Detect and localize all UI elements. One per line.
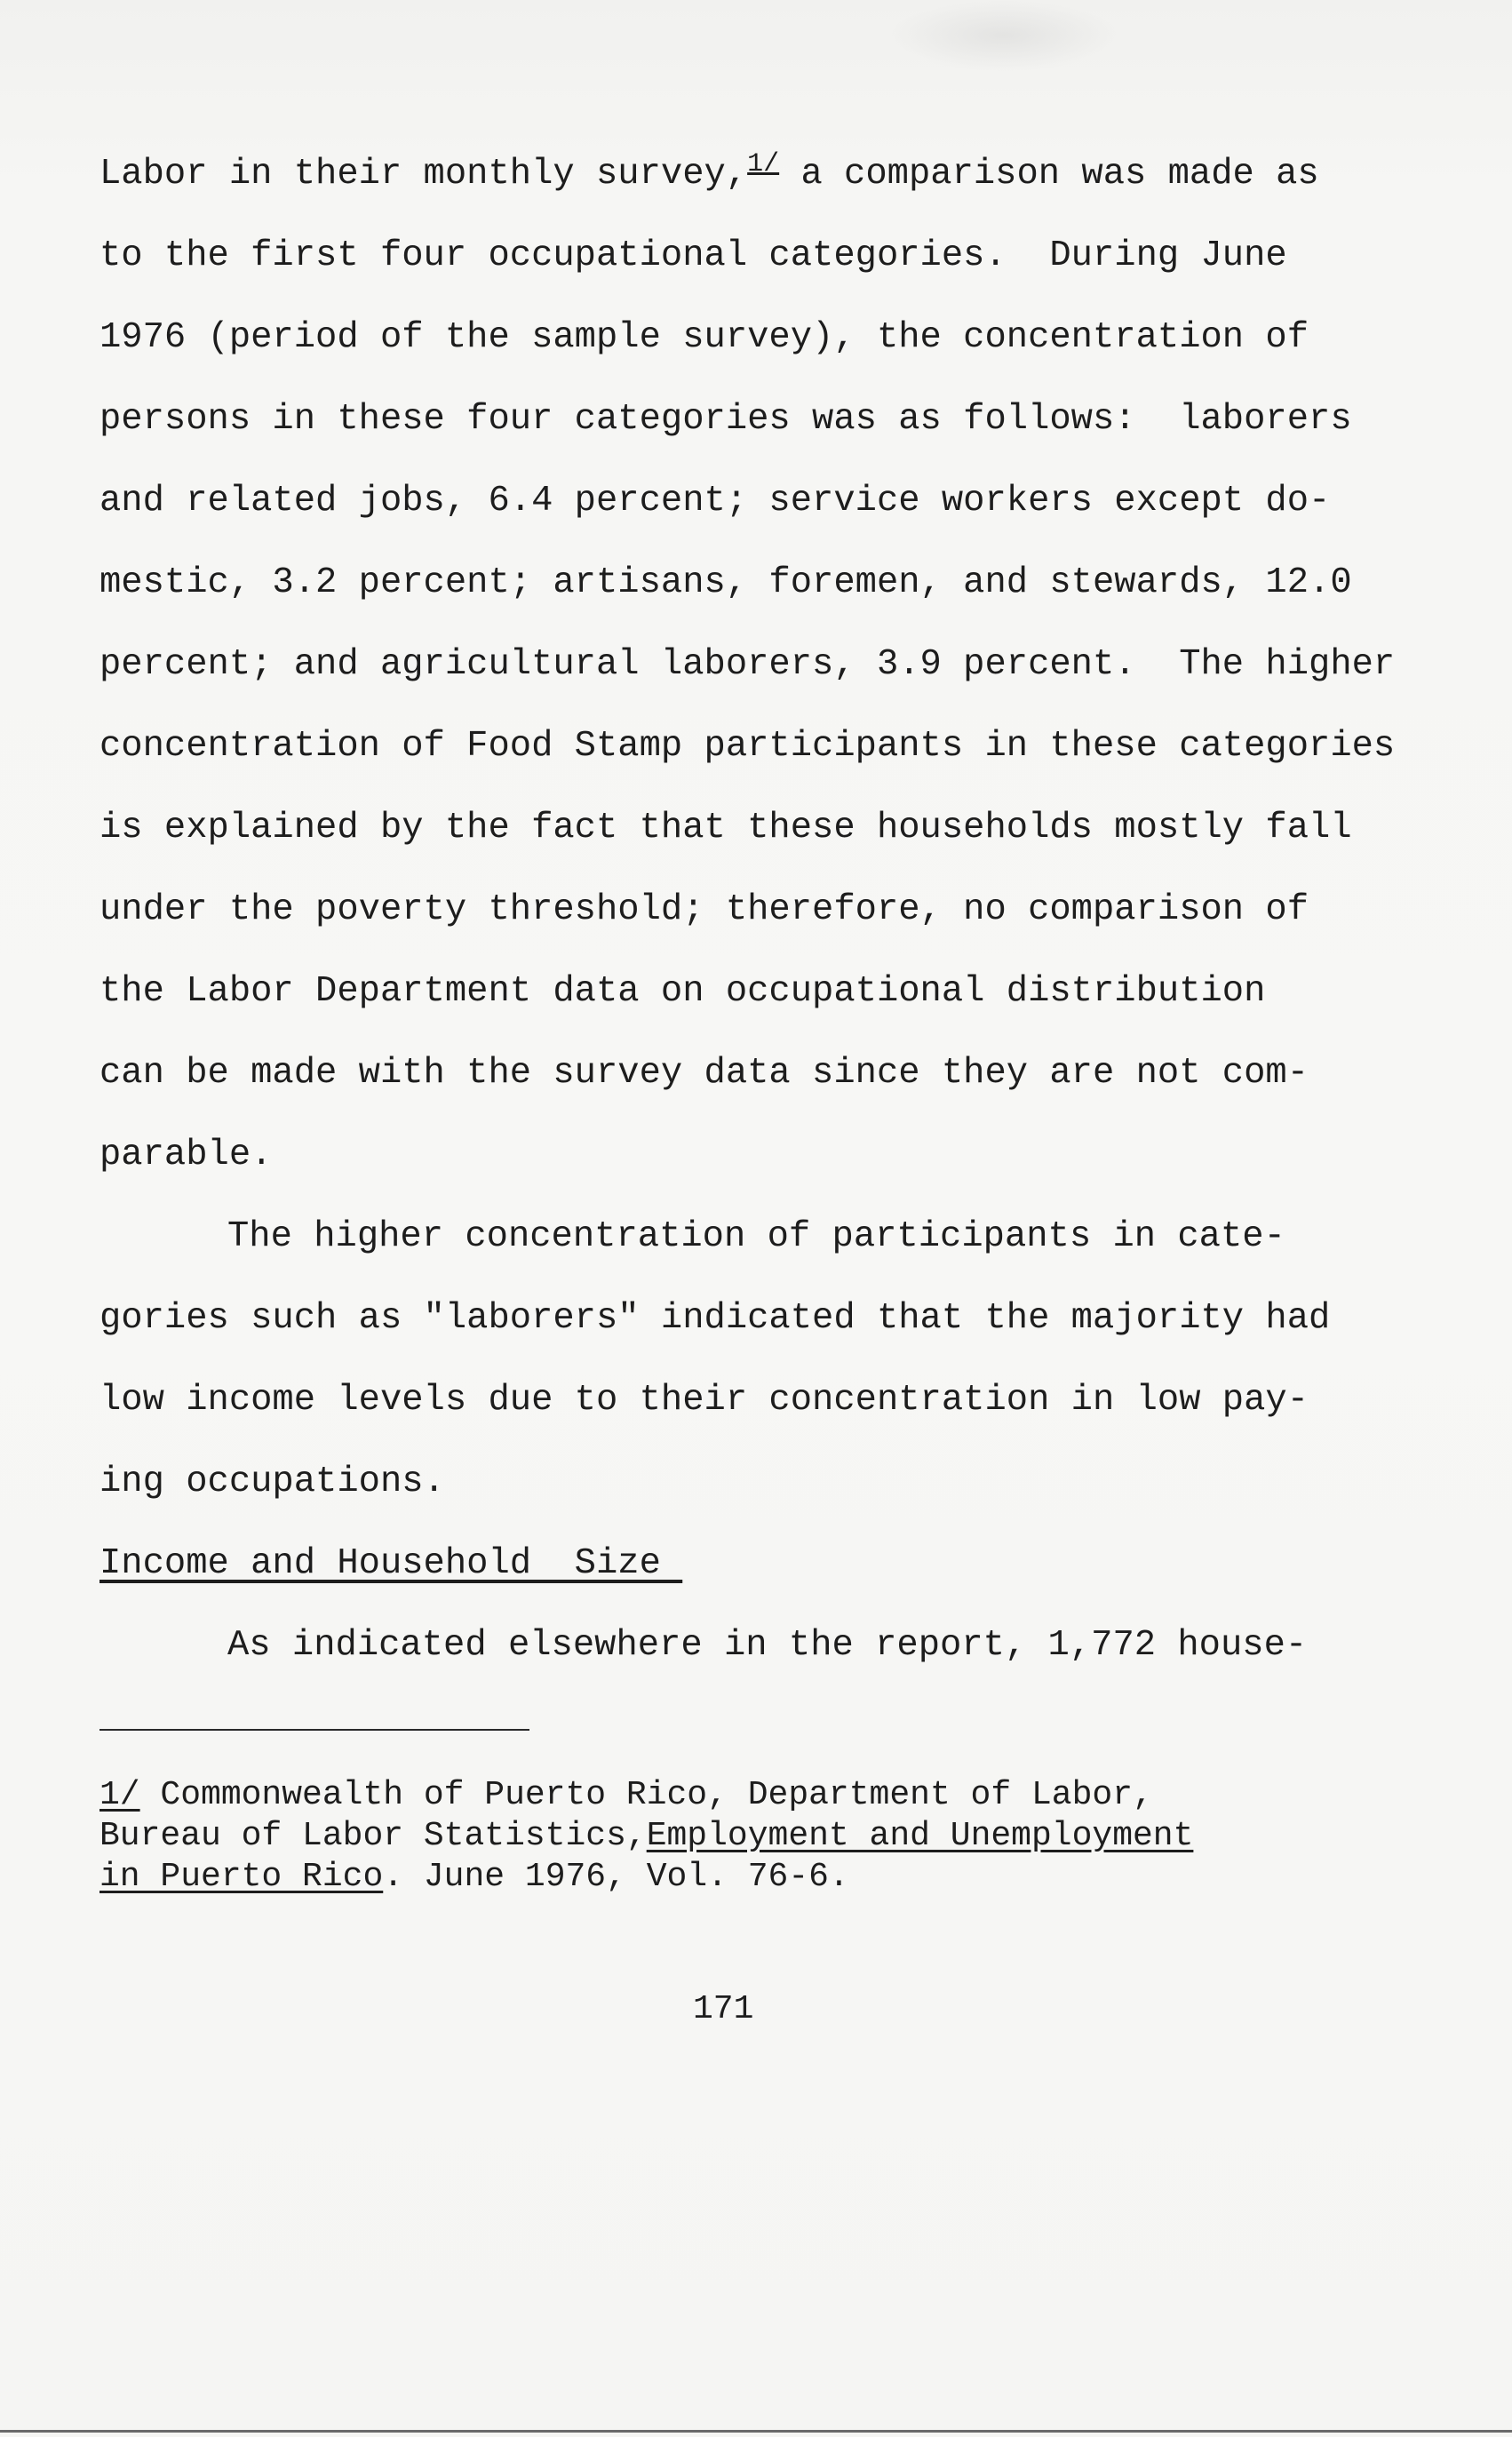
body-line: and related jobs, 6.4 percent; service workers except do- [99,481,1331,522]
footnote-line: Bureau of Labor Statistics,Employment and Unemployment [99,1817,1194,1855]
body-line: gories such as "laborers" indicated that the majority had [99,1298,1331,1339]
body-line: 1976 (period of the sample survey), the concentration of [99,317,1309,358]
body-line: to the first four occupational categories. During June [99,235,1287,276]
footnote-divider [99,1729,529,1731]
body-line: the Labor Department data on occupational distribution [99,971,1266,1012]
body-line: under the poverty threshold; therefore, no comparison of [99,889,1309,930]
body-line: low income levels due to their concentration in low pay- [99,1380,1309,1421]
citation-title: in Puerto Rico [99,1858,384,1896]
body-line: persons in these four categories was as follows: laborers [99,399,1352,440]
footnote-line: 1/ Commonwealth of Puerto Rico, Department of Labor, [99,1776,1153,1814]
body-line: can be made with the survey data since they are not com- [99,1053,1309,1094]
body-line: As indicated elsewhere in the report, 1,772 house- [227,1625,1308,1666]
body-text [99,133,1414,1686]
footnote-marker: 1/ [99,1776,140,1814]
scan-bottom-edge [0,2430,1512,2433]
section-heading-line [99,1523,1414,1605]
body-line: mestic, 3.2 percent; artisans, foremen, and stewards, 12.0 [99,562,1352,603]
body-line: The higher concentration of participants in cate- [227,1216,1285,1257]
footnote [99,1775,1397,1898]
footnote-reference: 1/ [747,149,780,179]
body-line: concentration of Food Stamp participants in these categories [99,726,1396,767]
scan-smudge [888,0,1119,71]
body-line: ing occupations. [99,1461,445,1502]
citation-title: Employment and Unemployment [646,1817,1194,1855]
page-number: 171 [693,1990,754,2028]
body-line: is explained by the fact that these households mostly fall [99,808,1352,848]
body-line: parable. [99,1135,273,1175]
section-heading: Income and Household Size [99,1543,683,1584]
body-line: Labor in their monthly survey,1/ a comparison was made as [99,133,1414,215]
footnote-line: in Puerto Rico. June 1976, Vol. 76-6. [99,1858,849,1896]
body-line: percent; and agricultural laborers, 3.9 percent. The higher [99,644,1396,685]
